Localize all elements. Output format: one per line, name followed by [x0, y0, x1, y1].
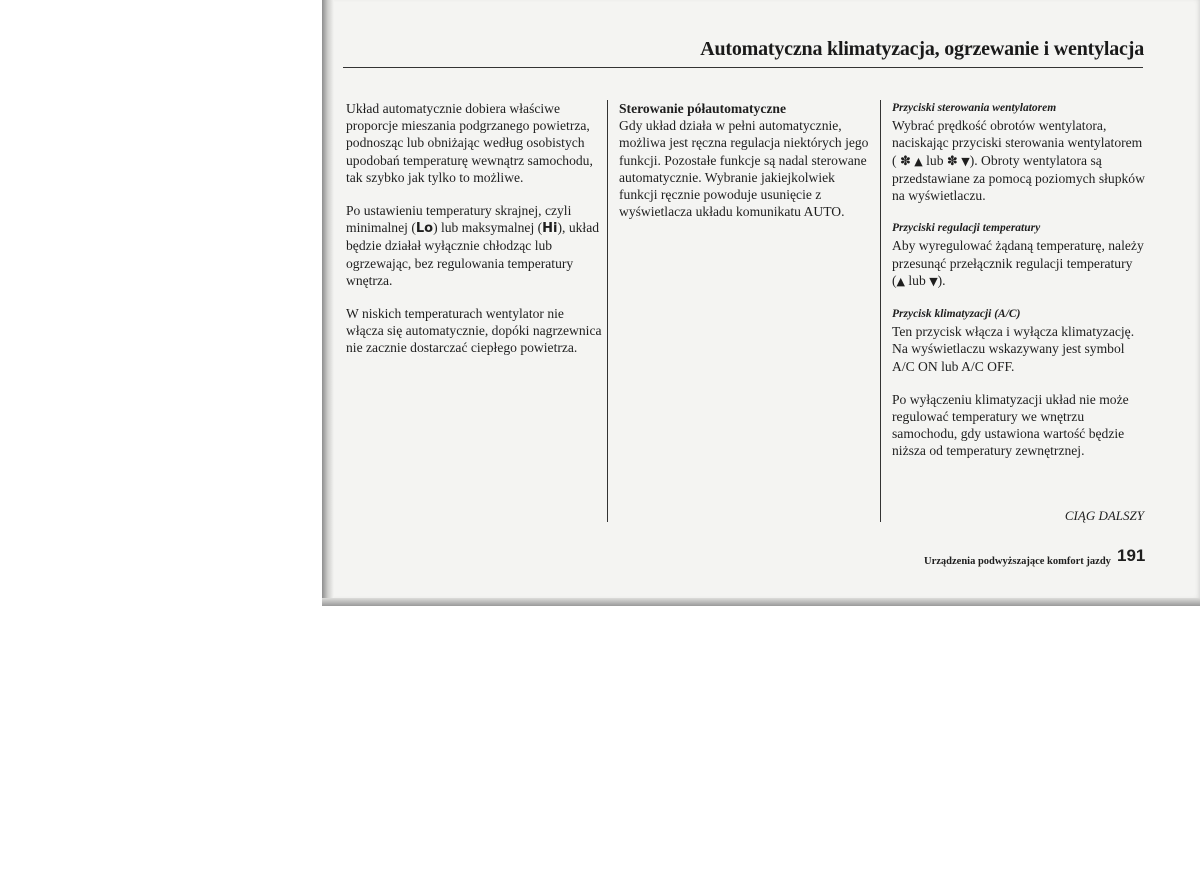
paragraph-auto-mix: Układ automatycznie dobiera właściwe proporcje mieszania podgrzanego powietrza, podnosząc lub obniżając według osobistych upodobań temperaturę wewnątrz samochodu, tak szybko jak tylko to możliwe.	[346, 101, 593, 185]
hi-display-symbol: Hi	[542, 221, 558, 237]
section-text: Gdy układ działa w pełni automatycznie, możliwa jest ręczna regulacja niektórych jego funkcji. Pozostałe funkcje są nadal sterowane automatycznie. Wybranie jakiejkolwiek funkcji ręcznie powoduje usunięcie z wyświetlacza układu komunikatu AUTO.	[619, 118, 869, 220]
page-binding-shadow	[322, 0, 334, 604]
text-fragment: ) lub maksymalnej (	[433, 220, 543, 236]
scan-background	[0, 0, 322, 605]
text-fragment: Po ustawieniu temperatury skrajnej, czyli minimalnej (	[346, 203, 572, 236]
section-temp-controls	[892, 220, 1147, 290]
section-ac-button	[892, 306, 1147, 375]
paragraph-ac-off: Po wyłączeniu klimatyzacji układ nie może regulować temperatury we wnętrzu samochodu, gdy ustawiona wartość będzie niższa od temperatury zewnętrznej.	[892, 391, 1129, 459]
section-heading: Przyciski regulacji temperatury	[892, 222, 1041, 235]
continued-label: CIĄG DALSZY	[1064, 508, 1144, 523]
section-heading: Sterowanie półautomatyczne	[619, 101, 787, 116]
footer-section-name: Urządzenia podwyższające komfort jazdy	[924, 556, 1111, 567]
up-arrow-icon: ▲	[914, 154, 923, 168]
section-heading: Przyciski sterowania wentylatorem	[892, 102, 1057, 114]
paragraph-extreme-temp	[346, 202, 602, 289]
down-arrow-icon: ▼	[929, 274, 938, 288]
column-2	[619, 100, 874, 236]
fan-icon: ✽	[946, 153, 958, 169]
text-fragment: ). Obroty wentylatora są przedstawiane za pomocą poziomych słupków na wyświetlaczu.	[892, 152, 1145, 204]
column-separator	[880, 100, 881, 522]
section-text: Ten przycisk włącza i wyłącza klimatyzację. Na wyświetlaczu wskazywany jest symbol A/C ON lub A/C OFF.	[892, 324, 1135, 374]
lo-display-symbol: Lo	[415, 221, 434, 237]
page-title: Automatyczna klimatyzacja, ogrzewanie i wentylacja	[700, 38, 1144, 60]
page-number: 191	[1117, 546, 1146, 565]
text-fragment: lub	[908, 272, 926, 288]
page-bottom-edge	[322, 598, 1200, 606]
paragraph-low-temp: W niskich temperaturach wentylator nie włącza się automatycznie, dopóki nagrzewnica nie zacznie dostarczać ciepłego powietrza.	[346, 306, 602, 356]
text-fragment: ), układ będzie działał wyłącznie chłodząc lub ogrzewając, bez regulowania temperatury wnętrza.	[346, 220, 600, 288]
column-separator	[607, 100, 608, 522]
column-3	[892, 100, 1147, 476]
text-fragment: lub	[926, 152, 944, 168]
header-rule	[343, 67, 1143, 68]
text-fragment: Aby wyregulować żądaną temperaturę, należy przesunąć przełącznik regulacji temperatury (	[892, 238, 1144, 288]
section-heading: Przycisk klimatyzacji (A/C)	[892, 308, 1021, 321]
section-semi-auto	[619, 100, 874, 220]
section-fan-controls	[892, 100, 1147, 204]
up-arrow-icon: ▲	[896, 274, 905, 288]
text-fragment: ).	[937, 272, 946, 288]
text-fragment: Wybrać prędkość obrotów wentylatora, naciskając przyciski sterowania wentylatorem (	[892, 118, 1143, 168]
fan-icon: ✽	[899, 153, 911, 169]
down-arrow-icon: ▼	[961, 154, 970, 168]
column-1	[346, 100, 602, 373]
